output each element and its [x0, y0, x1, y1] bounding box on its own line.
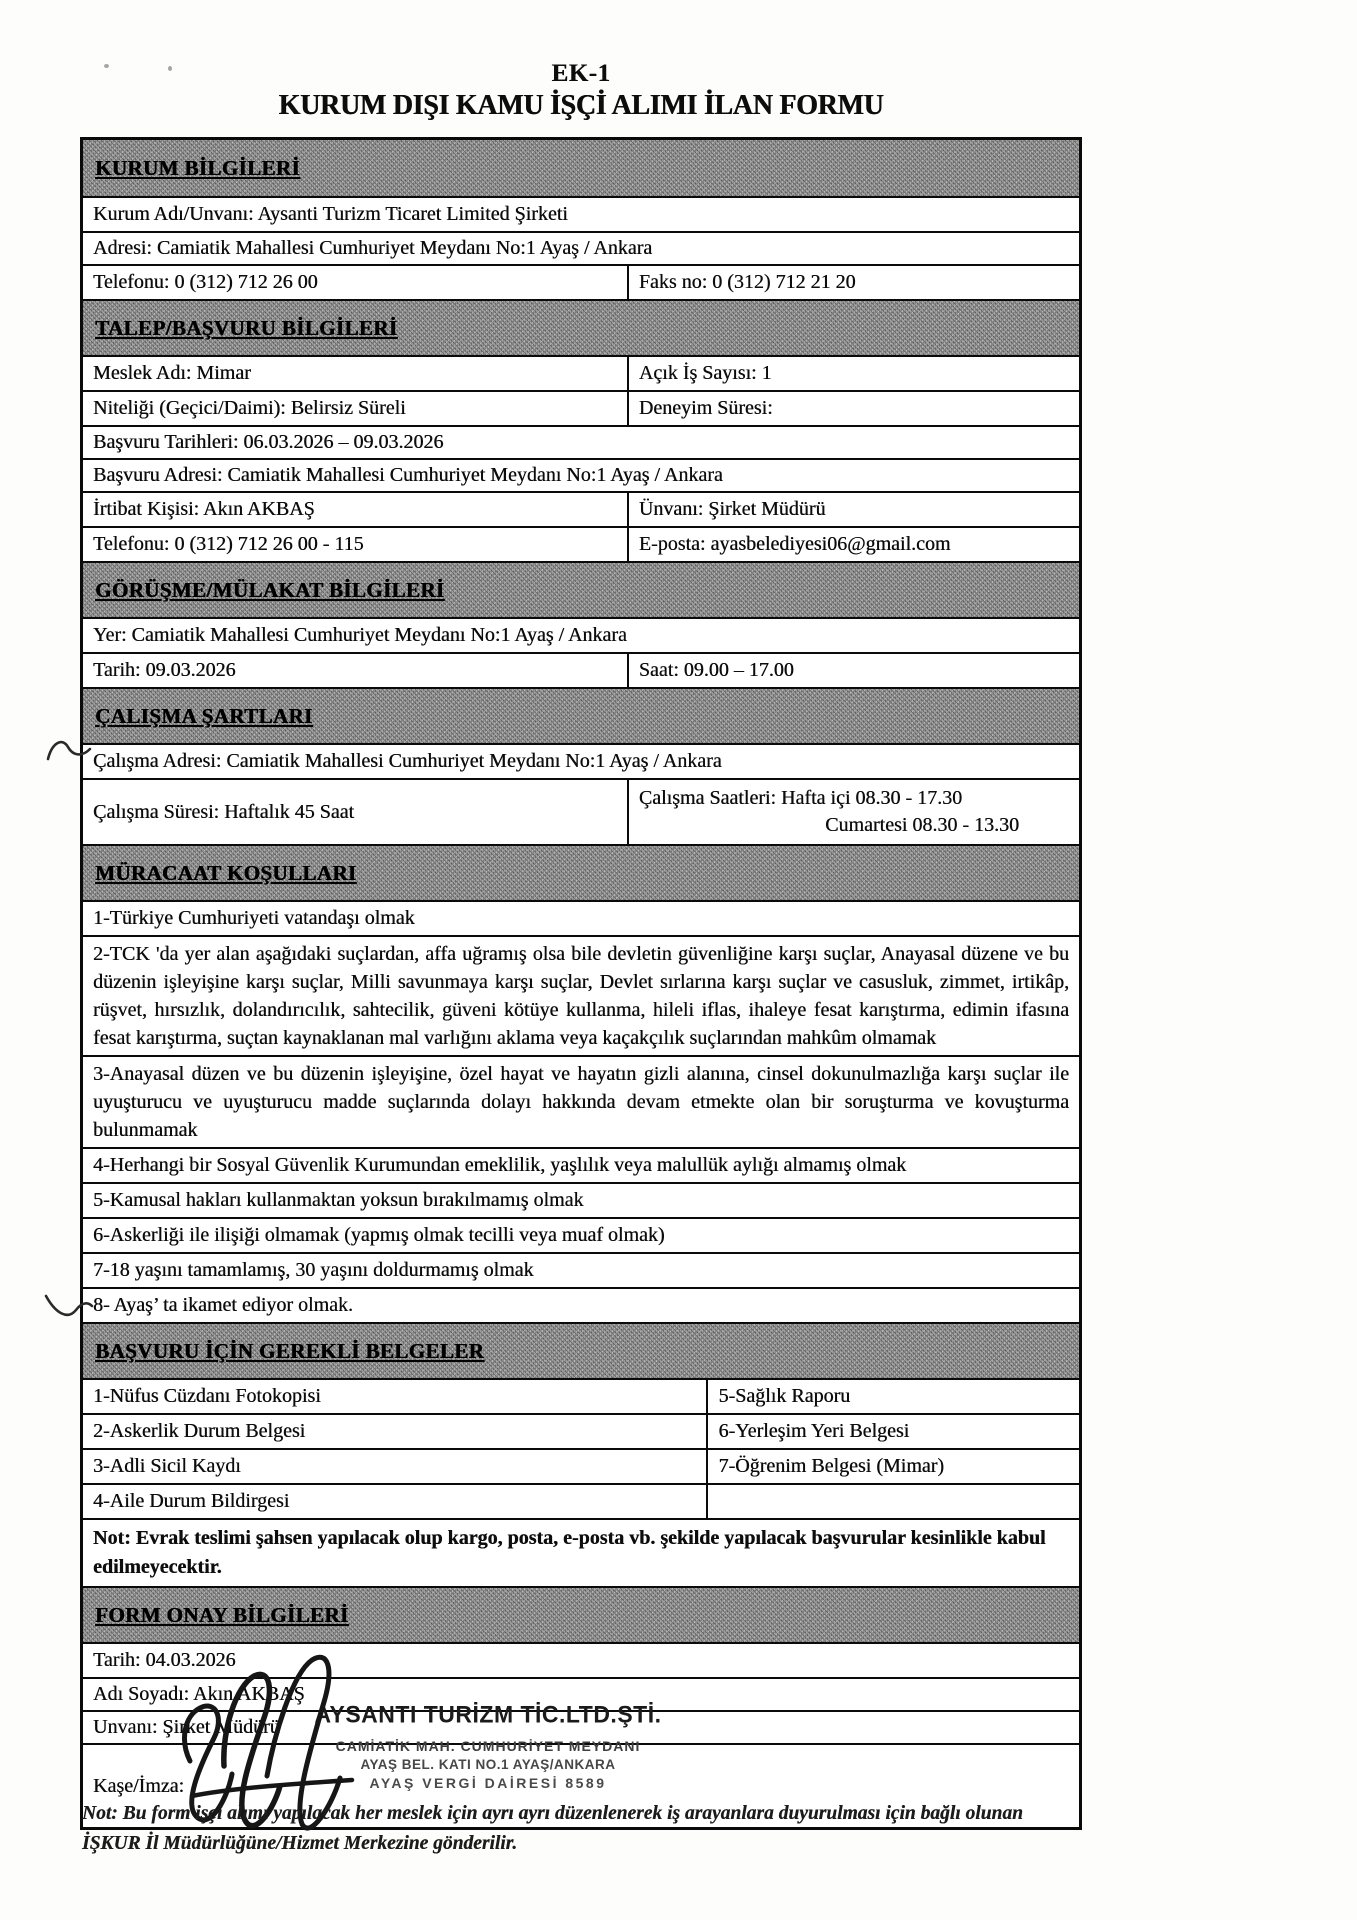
kosul-item-8: 8- Ayaş’ ta ikamet ediyor olmak.: [83, 1287, 1079, 1322]
field-telefon: Telefonu: 0 (312) 712 26 00: [93, 271, 318, 293]
field-basvuru-tarihleri: Başvuru Tarihleri: 06.03.2026 – 09.03.2026: [93, 431, 444, 453]
row-irtibat-unvan: [83, 491, 1079, 526]
section-header-form-onay: [83, 1586, 1079, 1644]
section-title: KURUM BİLGİLERİ: [95, 155, 300, 180]
belge-item-2: 2-Askerlik Durum Belgesi: [93, 1420, 306, 1442]
row-basvuru-tarihleri: [83, 425, 1079, 458]
section-title: FORM ONAY BİLGİLERİ: [95, 1602, 349, 1627]
field-gorusme-yer: Yer: Camiatik Mahallesi Cumhuriyet Meydanı No:1 Ayaş / Ankara: [93, 624, 627, 646]
stamp-address-line1: CAMİATİK MAH. CUMHURİYET MEYDANI: [335, 1738, 641, 1754]
section-title: BAŞVURU İÇİN GEREKLİ BELGELER: [95, 1338, 485, 1363]
kosul-item-7: 7-18 yaşını tamamlamış, 30 yaşını doldurmamış olmak: [83, 1252, 1079, 1287]
field-calisma-saatleri: [627, 780, 1079, 844]
section-header-muracaat-kosullari: [83, 844, 1079, 902]
field-onay-adsoyad: Adı Soyadı: Akın AKBAŞ: [93, 1683, 305, 1705]
form-code: EK-1: [551, 60, 611, 87]
field-nitelik: Niteliği (Geçici/Daimi): Belirsiz Süreli: [93, 397, 406, 419]
field-faks: Faks no: 0 (312) 712 21 20: [627, 266, 1079, 299]
belge-item-1: 1-Nüfus Cüzdanı Fotokopisi: [93, 1385, 321, 1407]
row-gorusme-yer: [83, 619, 1079, 652]
row-telefon-eposta: [83, 526, 1079, 561]
section-header-gerekli-belgeler: [83, 1322, 1079, 1380]
belge-row-3: [83, 1448, 1079, 1483]
field-onay-unvan: Unvanı: Şirket Müdürü: [93, 1716, 280, 1738]
kosul-item-4: 4-Herhangi bir Sosyal Güvenlik Kurumundan emeklilik, yaşlılık veya malullük aylığı almamış olmak: [83, 1147, 1079, 1182]
kosul-item-2: 2-TCK 'da yer alan aşağıdaki suçlardan, affa uğramış olsa bile devletin güvenliğine karşı suçlar, Anayasal düzene ve bu düzenin işleyişine karşı suçlar, Milli savunmaya karşı suçlar, Devlet sırlarına karşı suçlar ve casusluk, zimmet, irtikâp, rüşvet, hırsızlık, dolandırıcılık, sahtecilik, güveni kötüye kullanma, hileli iflas, ihaleye fesat karıştırma, edimin ifasına fesat karıştırma, suçtan kaynaklanan mal varlığını aklama veya kaçakçılık suçlarından mahkûm olmamak: [83, 935, 1079, 1055]
kosul-item-6: 6-Askerliği ile ilişiği olmamak (yapmış olmak tecilli veya muaf olmak): [83, 1217, 1079, 1252]
section-header-calisma-sartlari: [83, 687, 1079, 745]
belge-row-2: [83, 1413, 1079, 1448]
section-header-gorusme-mulakat: [83, 561, 1079, 619]
section-title: ÇALIŞMA ŞARTLARI: [95, 703, 313, 728]
kosul-item-1: 1-Türkiye Cumhuriyeti vatandaşı olmak: [93, 907, 415, 929]
kosul-item-5: 5-Kamusal hakları kullanmaktan yoksun bırakılmamış olmak: [83, 1182, 1079, 1217]
scan-smudge-2: [168, 66, 172, 71]
field-meslek: Meslek Adı: Mimar: [93, 362, 251, 384]
row-kurum-adi: [83, 198, 1079, 231]
belge-item-6: 6-Yerleşim Yeri Belgesi: [706, 1415, 1079, 1448]
field-gorusme-tarih: Tarih: 09.03.2026: [93, 659, 236, 681]
row-tarih-saat: [83, 652, 1079, 687]
field-acik-is-sayisi: Açık İş Sayısı: 1: [627, 357, 1079, 390]
field-telefon-dahili: Telefonu: 0 (312) 712 26 00 - 115: [93, 533, 364, 555]
field-kurum-adi: Kurum Adı/Unvanı: Aysanti Turizm Ticaret Limited Şirketi: [93, 203, 568, 225]
row-kurum-adres: [83, 231, 1079, 264]
section-title: TALEP/BAŞVURU BİLGİLERİ: [95, 315, 398, 340]
belge-item-4: 4-Aile Durum Bildirgesi: [93, 1490, 290, 1512]
row-telefon-faks: [83, 264, 1079, 299]
section-title: MÜRACAAT KOŞULLARI: [95, 860, 357, 885]
field-calisma-adresi: Çalışma Adresi: Camiatik Mahallesi Cumhuriyet Meydanı No:1 Ayaş / Ankara: [93, 750, 722, 772]
field-gorusme-saat: Saat: 09.00 – 17.00: [627, 654, 1079, 687]
field-unvan: Ünvanı: Şirket Müdürü: [627, 493, 1079, 526]
scan-smudge-1: [104, 64, 109, 68]
stamp-company-name: AYSANTI TURİZM TİC.LTD.ŞTİ.: [314, 1700, 662, 1728]
evrak-teslimi-notu: Not: Evrak teslimi şahsen yapılacak olup kargo, posta, e-posta vb. şekilde yapılacak başvurular kesinlikle kabul edilmeyecektir.: [83, 1518, 1079, 1586]
calisma-saat-cumartesi: Cumartesi 08.30 - 13.30: [825, 814, 1019, 836]
kosul-item-3: 3-Anayasal düzen ve bu düzenin işleyişine, özel hayat ve hayatın gizli alanına, cinsel dokunulmazlığa karşı suçlar ile uyuşturucu ve uyuşturucu madde suçlarında dolayı hakkında devam etmekte olan bir soruşturma ve kovuşturma bulunmamak: [83, 1055, 1079, 1147]
belge-item-empty: [706, 1485, 1079, 1518]
belge-row-4: [83, 1483, 1079, 1518]
calisma-saat-haftaici: Çalışma Saatleri: Hafta içi 08.30 - 17.30: [638, 787, 963, 809]
belge-row-1: [83, 1380, 1079, 1413]
belge-item-5: 5-Sağlık Raporu: [706, 1380, 1079, 1413]
title-block: [80, 60, 1082, 122]
belge-item-7: 7-Öğrenim Belgesi (Mimar): [706, 1450, 1079, 1483]
pen-mark-left-2: [42, 1288, 94, 1326]
row-calisma-adresi: [83, 745, 1079, 778]
field-irtibat-kisisi: İrtibat Kişisi: Akın AKBAŞ: [93, 498, 315, 520]
section-header-talep-basvuru: [83, 299, 1079, 357]
belge-item-3: 3-Adli Sicil Kaydı: [93, 1455, 241, 1477]
section-title: GÖRÜŞME/MÜLAKAT BİLGİLERİ: [95, 577, 445, 602]
row-meslek-acikis: [83, 357, 1079, 390]
form-table: [80, 137, 1082, 1830]
field-onay-tarih: Tarih: 04.03.2026: [93, 1649, 236, 1671]
page-title: KURUM DIŞI KAMU İŞÇİ ALIMI İLAN FORMU: [278, 90, 884, 121]
field-basvuru-adresi: Başvuru Adresi: Camiatik Mahallesi Cumhuriyet Meydanı No:1 Ayaş / Ankara: [93, 464, 723, 486]
field-calisma-suresi: Çalışma Süresi: Haftalık 45 Saat: [93, 800, 355, 823]
field-eposta: E-posta: ayasbelediyesi06@gmail.com: [627, 528, 1079, 561]
pen-mark-left-1: [44, 733, 94, 769]
section-header-kurum-bilgileri: [83, 140, 1079, 198]
row-nitelik-deneyim: [83, 390, 1079, 425]
field-kurum-adres: Adresi: Camiatik Mahallesi Cumhuriyet Meydanı No:1 Ayaş / Ankara: [93, 237, 653, 259]
field-deneyim: Deneyim Süresi:: [627, 392, 1079, 425]
stamp-tax-office: AYAŞ VERGİ DAİRESİ 8589: [369, 1775, 607, 1791]
stamp-address-line2: AYAŞ BEL. KATI NO.1 AYAŞ/ANKARA: [360, 1757, 616, 1772]
row-sure-saatler: [83, 778, 1079, 844]
footer-note: Not: Bu form işçi alımı yapılacak her meslek için ayrı ayrı düzenlenerek iş arayanlara duyurulması için bağlı olunan İŞKUR İl Müdürlüğüne/Hizmet Merkezine gönderilir.: [82, 1803, 1023, 1854]
field-kase-imza-label: Kaşe/İmza:: [93, 1774, 185, 1797]
row-basvuru-adresi: [83, 458, 1079, 491]
